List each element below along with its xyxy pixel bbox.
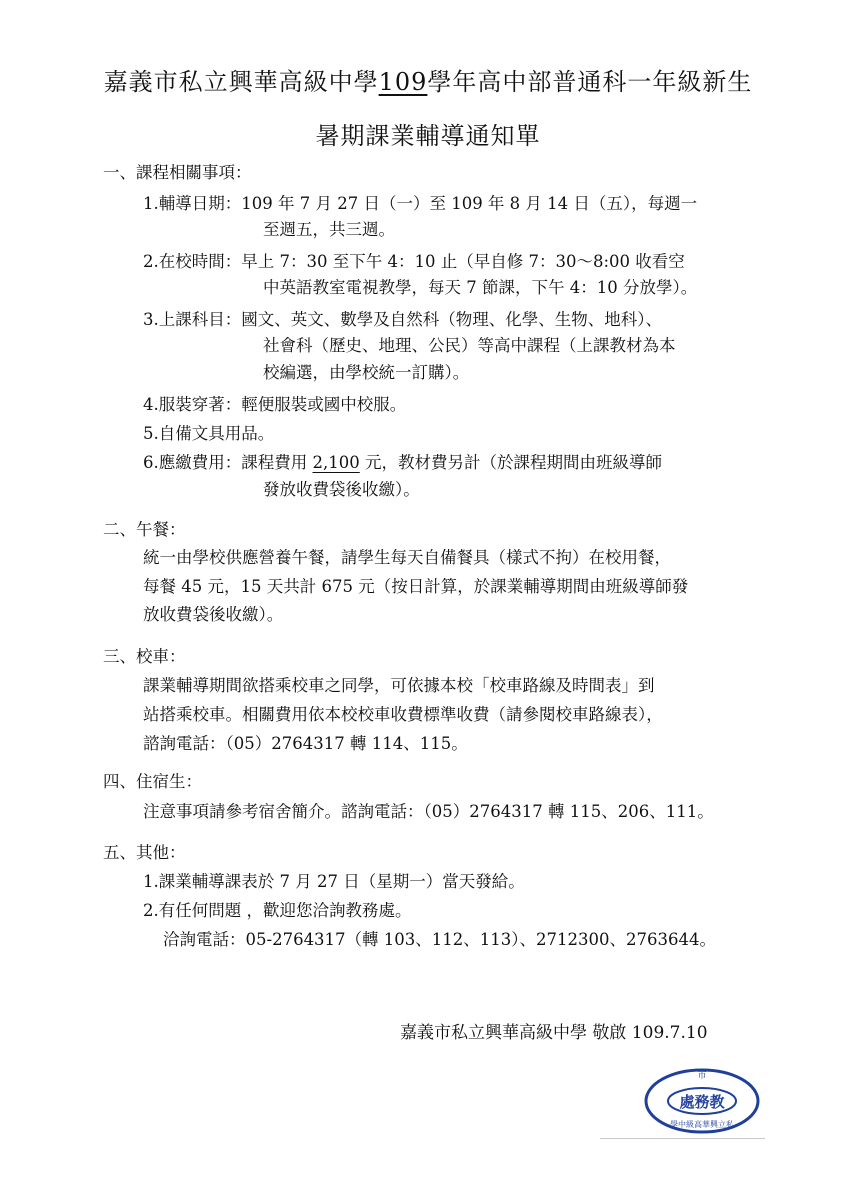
other-item-1: 1.課業輔導課表於 7 月 27 日（星期一）當天發給。 (143, 872, 525, 891)
title-program: 學年高中部普通科一年級新生 (427, 68, 753, 96)
item-1-6-rest: 元，教材費另計（於課程期間由班級導師 (365, 453, 662, 472)
item-1-5: 5.自備文具用品。 (143, 424, 275, 443)
document-title (0, 62, 856, 97)
bus-line-3: 諮詢電話：（05）2764317 轉 114、115。 (143, 734, 468, 753)
section-4-heading: 四、住宿生： (103, 772, 202, 791)
item-1-3-cont: 社會科（歷史、地理、公民）等高中課程（上課教材為本 (263, 336, 676, 355)
bus-line-1: 課業輔導期間欲搭乘校車之同學，可依據本校「校車路線及時間表」到 (143, 676, 655, 695)
seal-divider (600, 1138, 765, 1139)
seal-top-char: 市 (697, 1071, 707, 1081)
item-1-6-cont: 發放收費袋後收繳）。 (263, 480, 420, 499)
item-1-3: 3.上課科目：國文、英文、數學及自然科（物理、化學、生物、地科）、 (143, 310, 662, 329)
item-1-1-cont: 至週五，共三週。 (263, 220, 395, 239)
signature-line: 嘉義市私立興華高級中學 敬啟 109.7.10 (400, 1023, 708, 1043)
seal-bottom-text: 學中級高華興立私 (670, 1120, 734, 1129)
lunch-line-3: 放收費袋後收繳）。 (143, 605, 284, 624)
seal-center-text: 處務教 (679, 1093, 725, 1111)
title-school: 嘉義市私立興華高級中學 (103, 68, 379, 96)
section-2-heading: 二、午餐： (103, 520, 186, 539)
other-item-2: 2.有任何問題 ，歡迎您洽詢教務處。 (143, 901, 412, 920)
dorm-line-1: 注意事項請參考宿舍簡介。諮詢電話：（05）2764317 轉 115、206、111。 (143, 802, 714, 821)
item-1-6 (143, 452, 662, 474)
contact-phones: 洽詢電話：05-2764317（轉 103、112、113）、2712300、2763644。 (163, 930, 716, 949)
item-1-2-cont: 中英語教室電視教學，每天 7 節課，下午 4：10 分放學）。 (263, 278, 698, 297)
bus-line-2: 站搭乘校車。相關費用依本校校車收費標準收費（請參閱校車路線表）， (143, 705, 663, 724)
item-1-4: 4.服裝穿著：輕便服裝或國中校服。 (143, 395, 407, 414)
item-1-3-cont2: 校編選，由學校統一訂購）。 (263, 363, 470, 382)
title-year: 109 (378, 68, 428, 96)
item-1-1: 1.輔導日期：109 年 7 月 27 日（一）至 109 年 8 月 14 日（五），每週一 (143, 194, 698, 213)
section-5-heading: 五、其他： (103, 843, 186, 862)
document-subtitle: 暑期課業輔導通知單 (315, 122, 541, 150)
lunch-line-1: 統一由學校供應營養午餐，請學生每天自備餐具（樣式不拘）在校用餐， (143, 548, 671, 567)
section-1-heading: 一、課程相關事項： (103, 163, 252, 182)
course-fee-amount: 2,100 (312, 453, 360, 472)
section-3-heading: 三、校車： (103, 647, 186, 666)
school-seal-stamp (643, 1067, 761, 1135)
lunch-line-2: 每餐 45 元，15 天共計 675 元（按日計算，於課業輔導期間由班級導師發 (143, 577, 689, 596)
item-1-6-label: 6.應繳費用：課程費用 (143, 453, 308, 472)
item-1-2: 2.在校時間：早上 7：30 至下午 4：10 止（早自修 7：30～8:00 收看空 (143, 252, 685, 271)
